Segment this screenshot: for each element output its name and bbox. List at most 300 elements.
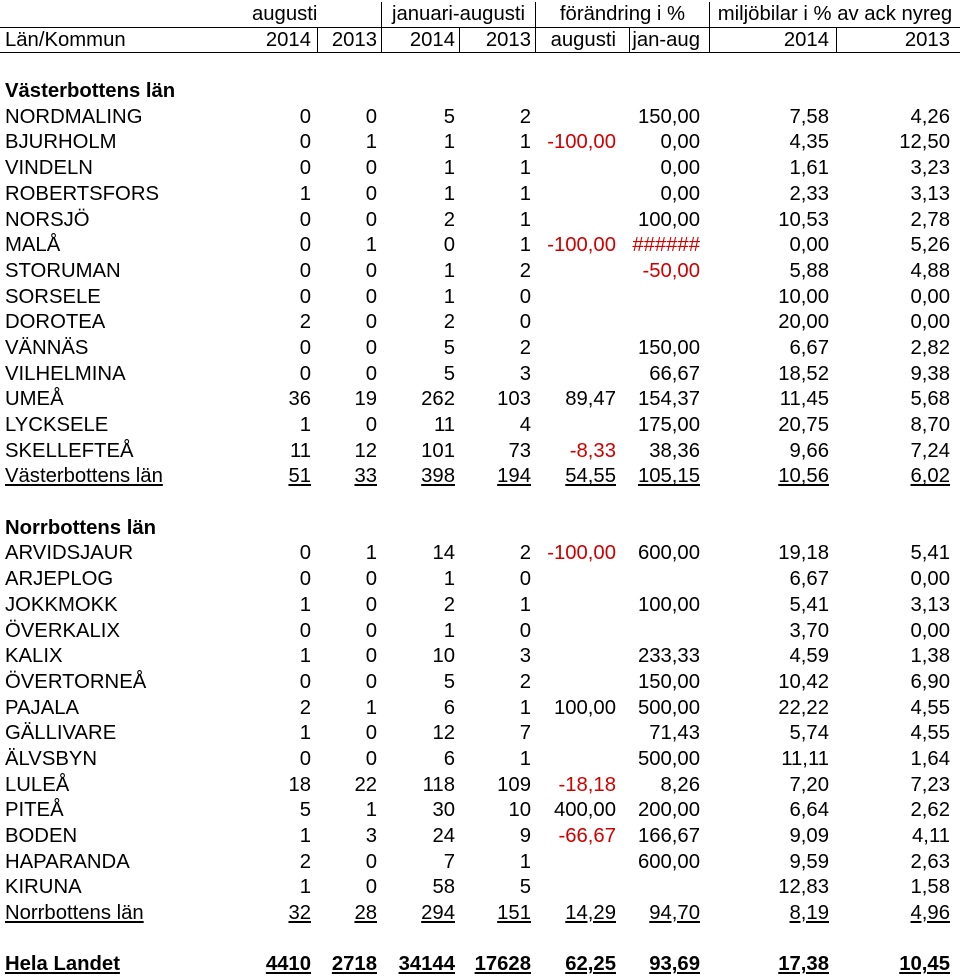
aug-2014-cell: 5 (299, 799, 311, 822)
municipality-name: ROBERTSFORS (5, 182, 160, 205)
spacer-row (0, 53, 960, 79)
aug-2013-cell: 12 (354, 439, 377, 462)
green-2013-cell: 7,24 (910, 439, 950, 462)
aug-2013-cell: 0 (365, 414, 377, 436)
janaug-2013-cell: 0 (519, 285, 531, 308)
municipality-name: BODEN (5, 825, 78, 847)
green-2013-cell: 9,38 (910, 362, 950, 385)
table-row (0, 798, 960, 824)
janaug-2014-cell: 101 (421, 439, 455, 462)
aug-2013-cell: 1 (365, 131, 377, 154)
aug-2014-cell: 0 (299, 157, 311, 180)
aug-2014-cell: 0 (299, 542, 311, 565)
section-title: Västerbottens län (5, 80, 176, 103)
green-2014-cell: 1,61 (789, 157, 829, 180)
change-aug-cell (535, 850, 629, 876)
municipality-name: UMEÅ (5, 388, 64, 411)
aug-2014-cell: 1 (299, 825, 311, 847)
janaug-2014-cell: 1 (443, 568, 455, 591)
aug-2014-cell: 0 (299, 285, 311, 308)
green-2013-cell: 0,00 (910, 285, 950, 308)
change-aug-cell (535, 875, 629, 901)
green-2014-cell: 11,11 (781, 747, 829, 770)
aug-2014-cell: 1 (299, 645, 311, 668)
table-row (0, 413, 960, 439)
green-2013-cell: 10,45 (899, 953, 950, 976)
janaug-2014-cell: 1 (443, 157, 455, 180)
header-green-2013: 2013 (836, 28, 960, 54)
table-row (0, 233, 960, 259)
aug-2014-cell: 1 (299, 593, 311, 616)
janaug-2014-cell: 12 (432, 722, 455, 745)
green-2013-cell: 2,63 (910, 850, 950, 873)
header-janaug-2013: 2013 (459, 28, 535, 54)
change-janaug-cell: 150,00 (637, 105, 700, 128)
janaug-2013-cell: 2 (519, 105, 531, 128)
janaug-2013-cell: 17628 (474, 953, 531, 976)
green-2014-cell: 5,74 (789, 722, 829, 745)
table-row (0, 259, 960, 285)
change-aug-cell (535, 619, 629, 645)
table-row (0, 285, 960, 311)
aug-2013-cell: 1 (365, 542, 377, 565)
aug-2013-cell: 0 (365, 593, 377, 616)
change-aug-cell (535, 567, 629, 593)
table-body (0, 53, 960, 978)
aug-2013-cell: 19 (354, 388, 377, 411)
change-janaug-cell (629, 619, 709, 645)
janaug-2013-cell: 0 (519, 619, 531, 642)
green-2013-cell: 6,02 (910, 465, 950, 488)
janaug-2013-cell: 1 (519, 747, 531, 770)
change-janaug-cell: 93,69 (649, 953, 700, 976)
table-row (0, 824, 960, 850)
header-green-2014: 2014 (709, 28, 836, 54)
janaug-2014-cell: 2 (443, 208, 455, 231)
change-aug-cell: 89,47 (565, 388, 616, 411)
aug-2014-cell: 0 (299, 208, 311, 231)
aug-2013-cell: 0 (365, 336, 377, 359)
table-row (0, 130, 960, 156)
section-title-row (0, 516, 960, 542)
table-row (0, 362, 960, 388)
janaug-2014-cell: 5 (443, 105, 455, 128)
green-2014-cell: 19,18 (778, 542, 829, 565)
janaug-2013-cell: 1 (519, 208, 531, 231)
aug-2013-cell: 0 (365, 157, 377, 180)
green-2014-cell: 12,83 (778, 876, 829, 899)
aug-2014-cell: 4410 (265, 953, 311, 976)
janaug-2014-cell: 34144 (398, 953, 455, 976)
green-2013-cell: 5,68 (910, 388, 950, 411)
grand-total-row (0, 952, 960, 978)
green-2014-cell: 0,00 (789, 234, 829, 257)
change-janaug-cell: ###### (632, 234, 700, 257)
green-2013-cell: 0,00 (910, 311, 950, 334)
janaug-2014-cell: 294 (421, 902, 455, 925)
green-2013-cell: 8,70 (910, 414, 950, 436)
change-janaug-cell: 150,00 (637, 670, 700, 693)
change-aug-cell: -8,33 (569, 439, 616, 462)
header-corner (0, 2, 247, 28)
green-2014-cell: 7,58 (789, 105, 829, 128)
aug-2014-cell: 0 (299, 336, 311, 359)
table-row (0, 567, 960, 593)
aug-2013-cell: 0 (365, 182, 377, 205)
green-2013-cell: 4,26 (910, 105, 950, 128)
aug-2014-cell: 51 (288, 465, 311, 488)
aug-2013-cell: 0 (365, 259, 377, 282)
aug-2013-cell: 0 (365, 568, 377, 591)
janaug-2013-cell: 4 (519, 414, 531, 436)
section-title-row (0, 79, 960, 105)
aug-2014-cell: 2 (299, 311, 311, 334)
change-aug-cell: -18,18 (558, 773, 616, 796)
section-title: Norrbottens län (5, 516, 156, 539)
green-2014-cell: 17,38 (778, 953, 829, 976)
green-2013-cell: 6,90 (910, 670, 950, 693)
aug-2014-cell: 0 (299, 619, 311, 642)
green-2014-cell: 10,42 (778, 670, 829, 693)
janaug-2013-cell: 2 (519, 259, 531, 282)
change-janaug-cell: 8,26 (660, 773, 700, 796)
green-2013-cell: 0,00 (910, 619, 950, 642)
change-aug-cell (535, 747, 629, 773)
green-2013-cell: 1,38 (910, 645, 950, 668)
municipality-name: JOKKMOKK (5, 593, 118, 616)
aug-2014-cell: 1 (299, 876, 311, 899)
municipality-name: ÖVERKALIX (5, 619, 120, 642)
header-change-janaug: jan-aug (629, 28, 709, 54)
janaug-2013-cell: 2 (519, 670, 531, 693)
header-column-row (0, 28, 960, 54)
change-aug-cell (535, 182, 629, 208)
change-janaug-cell: 100,00 (637, 208, 700, 231)
janaug-2014-cell: 1 (443, 285, 455, 308)
table-row (0, 875, 960, 901)
municipality-name: STORUMAN (5, 259, 121, 282)
green-2014-cell: 11,45 (779, 388, 829, 411)
change-aug-cell: 400,00 (553, 799, 616, 822)
table-row (0, 182, 960, 208)
green-2013-cell: 7,23 (910, 773, 950, 796)
municipality-name: SORSELE (5, 285, 101, 308)
green-2013-cell: 4,55 (910, 696, 950, 719)
change-aug-cell (535, 259, 629, 285)
janaug-2013-cell: 3 (519, 362, 531, 385)
janaug-2013-cell: 5 (519, 876, 531, 899)
change-janaug-cell (629, 567, 709, 593)
green-2013-cell: 5,26 (910, 234, 950, 257)
janaug-2014-cell: 24 (432, 825, 455, 847)
table-row (0, 696, 960, 722)
janaug-2014-cell: 6 (443, 747, 455, 770)
aug-2013-cell: 0 (365, 850, 377, 873)
janaug-2013-cell: 1 (519, 696, 531, 719)
janaug-2014-cell: 14 (432, 542, 455, 565)
change-aug-cell: -66,67 (558, 825, 616, 847)
janaug-2014-cell: 6 (443, 696, 455, 719)
municipality-name: LULEÅ (5, 773, 70, 796)
green-2014-cell: 6,67 (789, 568, 829, 591)
aug-2013-cell: 28 (354, 902, 377, 925)
spacer-row (0, 927, 960, 953)
aug-2014-cell: 0 (299, 105, 311, 128)
municipality-name: ARVIDSJAUR (5, 542, 134, 565)
change-aug-cell: -100,00 (547, 234, 616, 257)
change-janaug-cell: 100,00 (637, 593, 700, 616)
janaug-2014-cell: 118 (422, 773, 455, 796)
janaug-2013-cell: 194 (497, 465, 531, 488)
aug-2014-cell: 2 (299, 850, 311, 873)
aug-2014-cell: 0 (299, 747, 311, 770)
janaug-2013-cell: 1 (519, 593, 531, 616)
aug-2013-cell: 33 (354, 465, 377, 488)
table-row (0, 105, 960, 131)
green-2013-cell: 4,96 (910, 902, 950, 925)
green-2014-cell: 20,75 (778, 414, 829, 436)
municipality-name: SKELLEFTEÅ (5, 439, 134, 462)
aug-2013-cell: 0 (365, 105, 377, 128)
change-janaug-cell: -50,00 (642, 259, 700, 282)
aug-2014-cell: 32 (288, 902, 311, 925)
aug-2013-cell: 0 (365, 311, 377, 334)
aug-2014-cell: 0 (299, 234, 311, 257)
change-janaug-cell: 600,00 (637, 850, 700, 873)
change-janaug-cell: 0,00 (660, 182, 700, 205)
table-row (0, 310, 960, 336)
janaug-2014-cell: 1 (443, 259, 455, 282)
change-janaug-cell: 66,67 (649, 362, 700, 385)
aug-2013-cell: 0 (365, 747, 377, 770)
change-aug-cell (535, 156, 629, 182)
aug-2013-cell: 0 (365, 619, 377, 642)
header-janaug-2014: 2014 (381, 28, 459, 54)
aug-2013-cell: 3 (365, 825, 377, 847)
aug-2013-cell: 0 (365, 722, 377, 745)
janaug-2013-cell: 1 (519, 157, 531, 180)
green-2014-cell: 4,35 (789, 131, 829, 154)
table-row (0, 541, 960, 567)
aug-2013-cell: 0 (365, 670, 377, 693)
janaug-2014-cell: 30 (432, 799, 455, 822)
aug-2014-cell: 0 (299, 670, 311, 693)
aug-2013-cell: 1 (365, 234, 377, 257)
change-janaug-cell: 150,00 (637, 336, 700, 359)
change-aug-cell (535, 644, 629, 670)
green-2014-cell: 22,22 (778, 696, 829, 719)
header-group-miljobilar: miljöbilar i % av ack nyreg (709, 2, 960, 28)
janaug-2014-cell: 2 (443, 593, 455, 616)
change-aug-cell (535, 670, 629, 696)
green-2013-cell: 2,82 (910, 336, 950, 359)
change-aug-cell: -100,00 (547, 542, 616, 565)
janaug-2014-cell: 7 (443, 850, 455, 873)
janaug-2013-cell: 1 (519, 131, 531, 154)
change-aug-cell: 54,55 (565, 465, 616, 488)
green-2014-cell: 5,41 (789, 593, 829, 616)
green-2014-cell: 20,00 (778, 311, 829, 334)
change-janaug-cell: 38,36 (649, 439, 700, 462)
change-janaug-cell: 0,00 (660, 131, 700, 154)
janaug-2014-cell: 1 (443, 182, 455, 205)
aug-2013-cell: 2718 (331, 953, 377, 976)
aug-2014-cell: 0 (299, 362, 311, 385)
municipality-name: ÖVERTORNEÅ (5, 670, 147, 693)
change-aug-cell: 14,29 (565, 902, 616, 925)
green-2014-cell: 4,59 (789, 645, 829, 668)
table-row (0, 208, 960, 234)
aug-2014-cell: 0 (299, 131, 311, 154)
change-janaug-cell: 166,67 (637, 825, 700, 847)
aug-2014-cell: 0 (299, 259, 311, 282)
janaug-2013-cell: 1 (519, 234, 531, 257)
janaug-2014-cell: 398 (421, 465, 455, 488)
change-janaug-cell (629, 310, 709, 336)
table-row (0, 773, 960, 799)
municipality-name: MALÅ (5, 234, 61, 257)
change-janaug-cell: 175,00 (637, 414, 700, 436)
county-total-label: Norrbottens län (5, 902, 144, 925)
janaug-2013-cell: 1 (519, 850, 531, 873)
change-janaug-cell (629, 875, 709, 901)
change-aug-cell: 62,25 (565, 953, 616, 976)
janaug-2013-cell: 0 (519, 311, 531, 334)
green-2013-cell: 1,64 (910, 747, 950, 770)
green-2014-cell: 10,56 (778, 465, 829, 488)
change-aug-cell (535, 362, 629, 388)
municipality-name: NORSJÖ (5, 208, 90, 231)
grand-total-label: Hela Landet (5, 953, 120, 976)
janaug-2014-cell: 5 (443, 362, 455, 385)
janaug-2014-cell: 0 (443, 234, 455, 257)
change-janaug-cell: 94,70 (649, 902, 700, 925)
janaug-2014-cell: 58 (432, 876, 455, 899)
spacer-row (0, 490, 960, 516)
janaug-2014-cell: 262 (421, 388, 455, 411)
aug-2014-cell: 18 (288, 773, 311, 796)
green-2013-cell: 3,23 (910, 157, 950, 180)
green-2013-cell: 4,11 (912, 825, 950, 847)
table-row (0, 336, 960, 362)
janaug-2014-cell: 1 (443, 619, 455, 642)
janaug-2014-cell: 10 (432, 645, 455, 668)
green-2013-cell: 5,41 (910, 542, 950, 565)
table-row (0, 850, 960, 876)
green-2013-cell: 0,00 (910, 568, 950, 591)
green-2013-cell: 2,78 (910, 208, 950, 231)
table-row (0, 644, 960, 670)
change-janaug-cell: 200,00 (637, 799, 700, 822)
aug-2013-cell: 1 (365, 799, 377, 822)
change-aug-cell: 100,00 (553, 696, 616, 719)
change-janaug-cell: 500,00 (637, 696, 700, 719)
municipality-name: BJURHOLM (5, 131, 117, 154)
janaug-2014-cell: 11 (433, 414, 455, 436)
table-row (0, 593, 960, 619)
change-aug-cell (535, 208, 629, 234)
change-janaug-cell: 600,00 (637, 542, 700, 565)
aug-2014-cell: 0 (299, 568, 311, 591)
aug-2014-cell: 11 (289, 439, 311, 462)
county-total-label: Västerbottens län (5, 465, 163, 488)
green-2014-cell: 9,09 (789, 825, 829, 847)
janaug-2013-cell: 109 (497, 773, 531, 796)
change-aug-cell: -100,00 (547, 131, 616, 154)
green-2013-cell: 3,13 (910, 182, 950, 205)
header-group-augusti: augusti (252, 3, 318, 25)
janaug-2014-cell: 2 (443, 311, 455, 334)
change-aug-cell (535, 105, 629, 131)
change-janaug-cell (629, 285, 709, 311)
change-aug-cell (535, 593, 629, 619)
municipality-name: KALIX (5, 645, 63, 668)
municipality-name: ÄLVSBYN (5, 747, 98, 770)
table-row (0, 439, 960, 465)
aug-2013-cell: 0 (365, 876, 377, 899)
janaug-2013-cell: 9 (519, 825, 531, 847)
green-2014-cell: 10,53 (778, 208, 829, 231)
janaug-2014-cell: 5 (443, 336, 455, 359)
change-aug-cell (535, 336, 629, 362)
janaug-2013-cell: 1 (519, 182, 531, 205)
aug-2013-cell: 1 (365, 696, 377, 719)
janaug-2013-cell: 10 (508, 799, 531, 822)
header-group-row (0, 2, 960, 28)
janaug-2013-cell: 7 (519, 722, 531, 745)
green-2014-cell: 5,88 (789, 259, 829, 282)
municipality-name: VÄNNÄS (5, 336, 89, 359)
change-janaug-cell: 105,15 (637, 465, 700, 488)
change-janaug-cell: 154,37 (637, 388, 700, 411)
green-2013-cell: 2,62 (910, 799, 950, 822)
aug-2013-cell: 0 (365, 645, 377, 668)
green-2013-cell: 1,58 (910, 876, 950, 899)
green-2014-cell: 7,20 (789, 773, 829, 796)
aug-2013-cell: 0 (365, 362, 377, 385)
change-aug-cell (535, 413, 629, 439)
aug-2013-cell: 0 (365, 285, 377, 308)
green-2013-cell: 12,50 (899, 131, 950, 154)
municipality-name: PITEÅ (5, 799, 64, 822)
change-janaug-cell: 233,33 (637, 645, 700, 668)
municipality-name: GÄLLIVARE (5, 722, 117, 745)
green-2013-cell: 3,13 (910, 593, 950, 616)
green-2014-cell: 3,70 (789, 619, 829, 642)
green-2014-cell: 8,19 (789, 902, 829, 925)
change-aug-cell (535, 285, 629, 311)
municipality-name: VINDELN (5, 157, 93, 180)
janaug-2013-cell: 0 (519, 568, 531, 591)
total-row (0, 901, 960, 927)
janaug-2014-cell: 1 (443, 131, 455, 154)
green-2014-cell: 18,52 (778, 362, 829, 385)
janaug-2013-cell: 73 (508, 439, 531, 462)
green-2014-cell: 6,64 (789, 799, 829, 822)
aug-2014-cell: 2 (299, 696, 311, 719)
aug-2013-cell: 22 (354, 773, 377, 796)
aug-2014-cell: 1 (299, 722, 311, 745)
header-group-forandring: förändring i % (535, 2, 709, 28)
aug-2014-cell: 36 (288, 388, 311, 411)
change-aug-cell (535, 721, 629, 747)
table-row (0, 156, 960, 182)
municipality-name: NORDMALING (5, 105, 143, 128)
janaug-2013-cell: 151 (497, 902, 531, 925)
municipality-name: DOROTEA (5, 311, 106, 334)
janaug-2013-cell: 2 (519, 336, 531, 359)
green-2014-cell: 6,67 (789, 336, 829, 359)
